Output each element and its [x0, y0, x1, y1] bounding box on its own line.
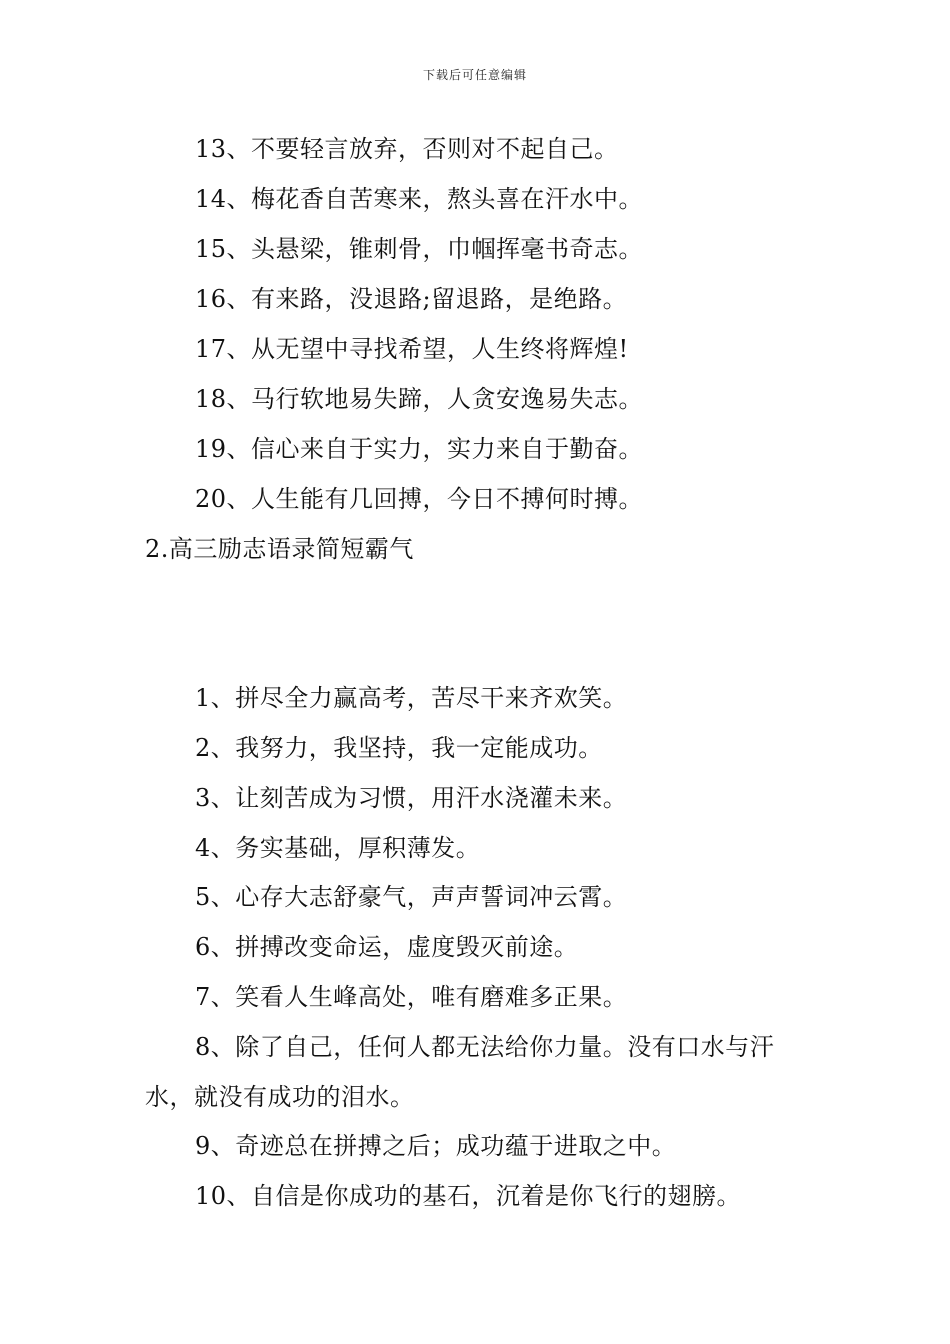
list-item: 15、头悬梁，锥刺骨，巾帼挥毫书奇志。 [195, 235, 644, 263]
list-item: 1、拼尽全力赢高考，苦尽干来齐欢笑。 [195, 684, 628, 712]
list-item: 13、不要轻言放弃，否则对不起自己。 [195, 135, 619, 163]
list-item: 18、马行软地易失蹄，人贪安逸易失志。 [195, 385, 644, 413]
list-item: 9、奇迹总在拼搏之后；成功蕴于进取之中。 [195, 1132, 677, 1160]
list-item: 3、让刻苦成为习惯，用汗水浇灌未来。 [195, 784, 628, 812]
list-item: 10、自信是你成功的基石，沉着是你飞行的翅膀。 [195, 1182, 742, 1210]
list-item: 20、人生能有几回搏，今日不搏何时搏。 [195, 485, 644, 513]
list-item-continuation: 水，就没有成功的泪水。 [145, 1083, 415, 1111]
list-item: 5、心存大志舒豪气，声声誓词冲云霄。 [195, 883, 628, 911]
list-item: 6、拼搏改变命运，虚度毁灭前途。 [195, 933, 579, 961]
list-item: 19、信心来自于实力，实力来自于勤奋。 [195, 435, 644, 463]
list-item: 7、笑看人生峰高处，唯有磨难多正果。 [195, 983, 628, 1011]
section-heading: 2.高三励志语录简短霸气 [145, 535, 414, 563]
page-header: 下载后可任意编辑 [422, 68, 527, 82]
list-item: 4、务实基础，厚积薄发。 [195, 834, 481, 862]
list-item: 2、我努力，我坚持，我一定能成功。 [195, 734, 603, 762]
list-item: 14、梅花香自苦寒来，熬头喜在汗水中。 [195, 185, 644, 213]
list-item: 16、有来路，没退路;留退路，是绝路。 [195, 285, 628, 313]
list-item: 8、除了自己，任何人都无法给你力量。没有口水与汗 [195, 1033, 775, 1061]
list-item: 17、从无望中寻找希望，人生终将辉煌! [195, 335, 629, 363]
